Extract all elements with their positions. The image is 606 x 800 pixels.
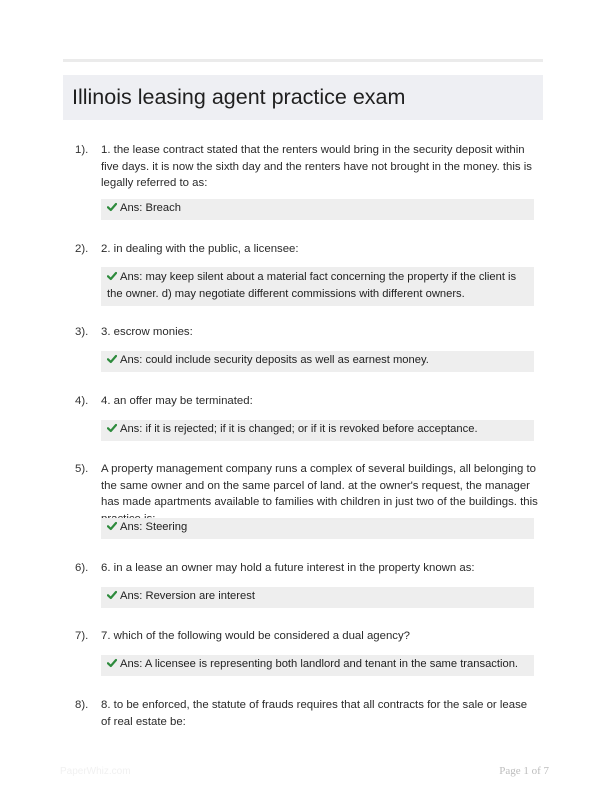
- answer-text: Ans: Reversion are interest: [120, 590, 255, 602]
- check-icon: [107, 423, 117, 433]
- check-icon: [107, 590, 117, 600]
- answer-box: [101, 518, 534, 539]
- question-number: 1).: [75, 144, 89, 156]
- check-icon: [107, 658, 117, 668]
- check-icon: [107, 202, 117, 212]
- question-number: 6).: [75, 562, 89, 574]
- page-title: Illinois leasing agent practice exam: [72, 85, 406, 109]
- answer-box: [101, 351, 534, 372]
- answer-text: Ans: Breach: [120, 202, 181, 214]
- check-icon: [107, 271, 117, 281]
- footer-watermark: PaperWhiz.com: [60, 766, 131, 777]
- answer-box: [101, 587, 534, 608]
- answer-box: [101, 199, 534, 220]
- check-icon: [107, 521, 117, 531]
- question-number: 2).: [75, 243, 89, 255]
- question-number: 7).: [75, 630, 89, 642]
- answer-text: Ans: could include security deposits as well as earnest money.: [120, 354, 429, 366]
- question-number: 8).: [75, 699, 89, 711]
- question-number: 3).: [75, 326, 89, 338]
- answer-text: Ans: if it is rejected; if it is changed; or if it is revoked before acceptance.: [120, 423, 478, 435]
- answer-box: [101, 655, 534, 676]
- question-text: A property management company runs a complex of several buildings, all belonging to the same owner and on the same parcel of land. at the owner's request, the manager has made apartments available to families with children in just two of the buildings. this: [101, 463, 538, 508]
- answer-text: Ans: A licensee is representing both landlord and tenant in the same transaction.: [120, 658, 519, 670]
- top-divider: [63, 59, 543, 62]
- question-number: 4).: [75, 395, 89, 407]
- question-text: 8. to be enforced, the statute of frauds requires that all contracts for the sale or lease of real estate be:: [101, 699, 528, 728]
- question-text: 3. escrow monies:: [101, 326, 193, 338]
- title-bar: [63, 75, 543, 120]
- answer-text: Ans: may keep silent about a material fact concerning the property if the client is the owner. d) may negotiate different commissions with different owners.: [107, 271, 517, 300]
- question-text: 6. in a lease an owner may hold a future interest in the property known as:: [101, 562, 475, 574]
- answer-box: [101, 267, 534, 306]
- question-text: 1. the lease contract stated that the renters would bring in the security deposit within five days. it is now the sixth day and the renters have not brought in the money. this is legally referred to as:: [101, 144, 532, 189]
- page-number: Page 1 of 7: [499, 765, 549, 777]
- question-text: 4. an offer may be terminated:: [101, 395, 253, 407]
- question-text: 7. which of the following would be considered a dual agency?: [101, 630, 411, 642]
- check-icon: [107, 354, 117, 364]
- question-text: 2. in dealing with the public, a licensee:: [101, 243, 299, 255]
- answer-text: Ans: Steering: [120, 521, 188, 533]
- question-number: 5).: [75, 463, 89, 475]
- answer-box: [101, 420, 534, 441]
